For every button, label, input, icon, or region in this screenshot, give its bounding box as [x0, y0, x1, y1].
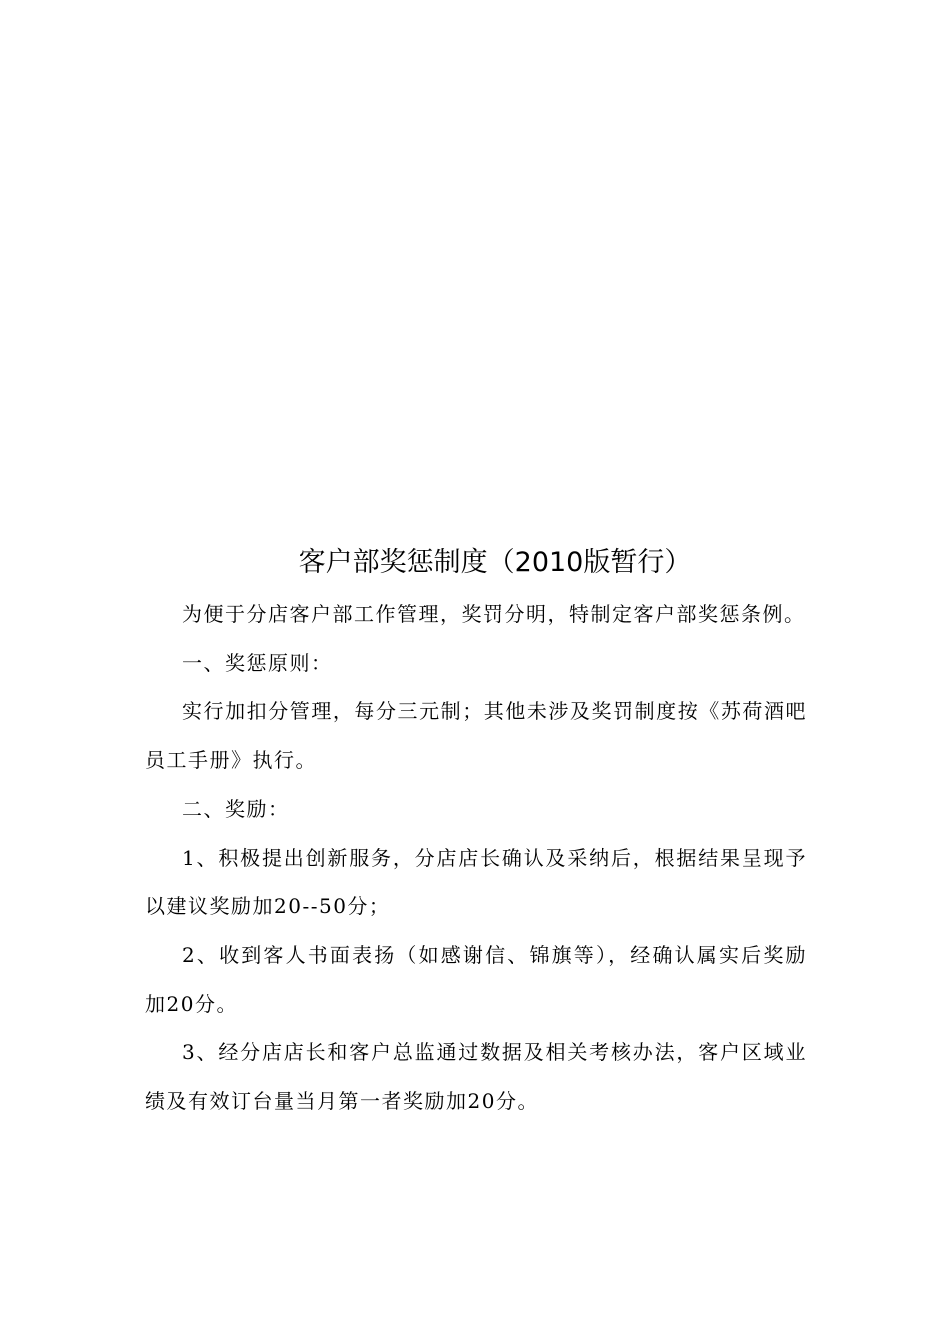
section-heading-principles: 一、奖惩原则： — [182, 650, 333, 675]
document-body — [145, 590, 807, 1126]
reward-item-1: 1、积极提出创新服务，分店店长确认及采纳后，根据结果呈现予以建议奖励加20--50分； — [145, 845, 807, 919]
reward-item-2: 2、收到客人书面表扬（如感谢信、锦旗等），经确认属实后奖励加20分。 — [145, 942, 807, 1016]
reward-item-3: 3、经分店店长和客户总监通过数据及相关考核办法，客户区域业绩及有效订台量当月第一者奖励加20分。 — [145, 1040, 807, 1114]
section-heading-rewards: 二、奖励： — [182, 796, 290, 821]
intro-paragraph: 为便于分店客户部工作管理，奖罚分明，特制定客户部奖惩条例。 — [182, 602, 806, 626]
principles-paragraph: 实行加扣分管理，每分三元制；其他未涉及奖罚制度按《苏荷酒吧员工手册》执行。 — [145, 699, 807, 773]
document-title: 客户部奖惩制度（2010版暂行） — [298, 547, 692, 578]
